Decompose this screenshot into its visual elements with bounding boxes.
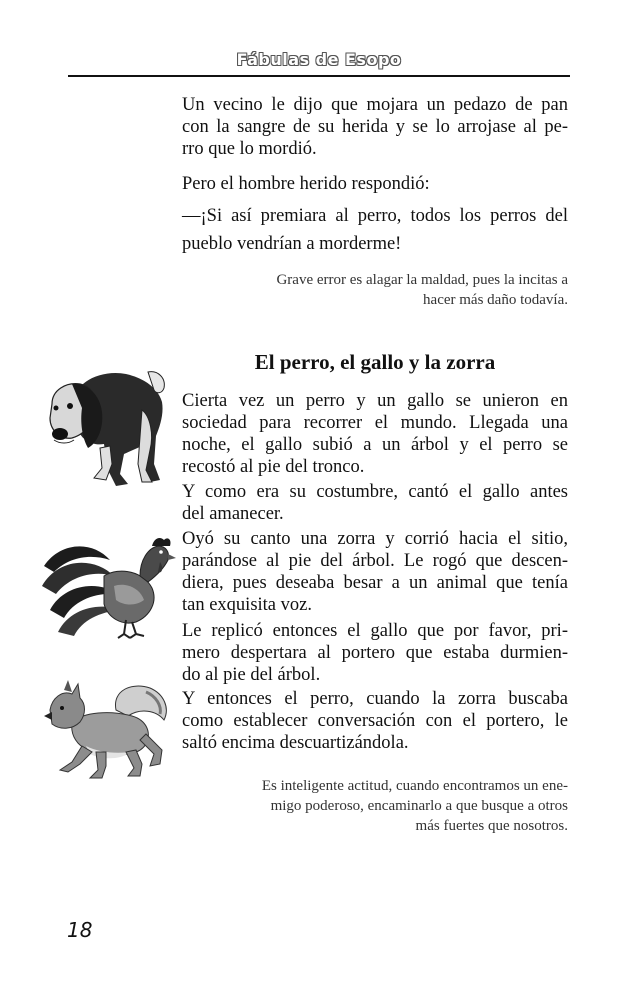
fable-title: El perro, el gallo y la zorra: [254, 350, 496, 374]
fable-paragraph-2: [182, 481, 568, 525]
text-line: rro que lo mordió.: [182, 139, 317, 159]
intro-paragraph-3: [182, 202, 568, 258]
moral-line: migo poderoso, encaminarlo a que busque a otros: [270, 798, 568, 814]
moral-line: más fuertes que nosotros.: [415, 818, 568, 834]
text-line: Cierta vez un perro y un gallo se unieron en: [182, 391, 568, 411]
text-line: Le replicó entonces el gallo que por favor, pri-: [182, 621, 568, 641]
moral-1: [200, 270, 568, 310]
text-line: noche, el gallo subió a un árbol y el perro se: [182, 435, 568, 455]
text-line: parándose al pie del árbol. Le rogó que descen-: [182, 551, 568, 571]
text-line: como establecer conversación con el portero, le: [182, 711, 568, 731]
fable-paragraph-5: [182, 688, 568, 754]
fable-paragraph-1: [182, 390, 568, 478]
text-line: —¡Si así premiara al perro, todos los perros del: [182, 206, 568, 226]
text-line: diera, pues deseaba besar a un animal que tenía: [182, 573, 568, 593]
text-line: con la sangre de su herida y se lo arrojase al pe-: [182, 117, 568, 137]
fable-paragraph-3: [182, 528, 568, 616]
moral-line: hacer más daño todavía.: [423, 292, 568, 308]
text-line: mero despertara al portero que estaba durmien-: [182, 643, 568, 663]
header-rule: [68, 75, 570, 77]
fable-paragraph-4: [182, 620, 568, 686]
text-line: sociedad para recorrer el mundo. Llegada una: [182, 413, 568, 433]
running-header: Fábulas de Esopo: [236, 50, 402, 69]
moral-2: [180, 776, 568, 836]
text-line: Y entonces el perro, cuando la zorra buscaba: [182, 689, 568, 709]
page-number: 18: [67, 918, 93, 942]
dog-illustration: [42, 364, 172, 490]
text-line: Y como era su costumbre, cantó el gallo antes: [182, 482, 568, 502]
text-line: do al pie del árbol.: [182, 665, 321, 685]
text-line: del amanecer.: [182, 504, 284, 524]
moral-line: Grave error es alagar la maldad, pues la incitas a: [276, 272, 568, 288]
intro-paragraph-2: [182, 173, 568, 195]
text-line: Pero el hombre herido respondió:: [182, 174, 430, 194]
intro-paragraph-1: [182, 94, 568, 160]
rooster-illustration: [40, 536, 178, 640]
text-line: Oyó su canto una zorra y corrió hacia el sitio,: [182, 529, 568, 549]
text-line: Un vecino le dijo que mojara un pedazo de pan: [182, 95, 568, 115]
fox-illustration: [42, 680, 172, 780]
text-line: tan exquisita voz.: [182, 595, 312, 615]
moral-line: Es inteligente actitud, cuando encontramos un ene-: [261, 778, 568, 794]
text-line: pueblo vendrían a morderme!: [182, 234, 402, 254]
text-line: recostó al pie del tronco.: [182, 457, 365, 477]
text-line: saltó encima descuartizándola.: [182, 733, 409, 753]
